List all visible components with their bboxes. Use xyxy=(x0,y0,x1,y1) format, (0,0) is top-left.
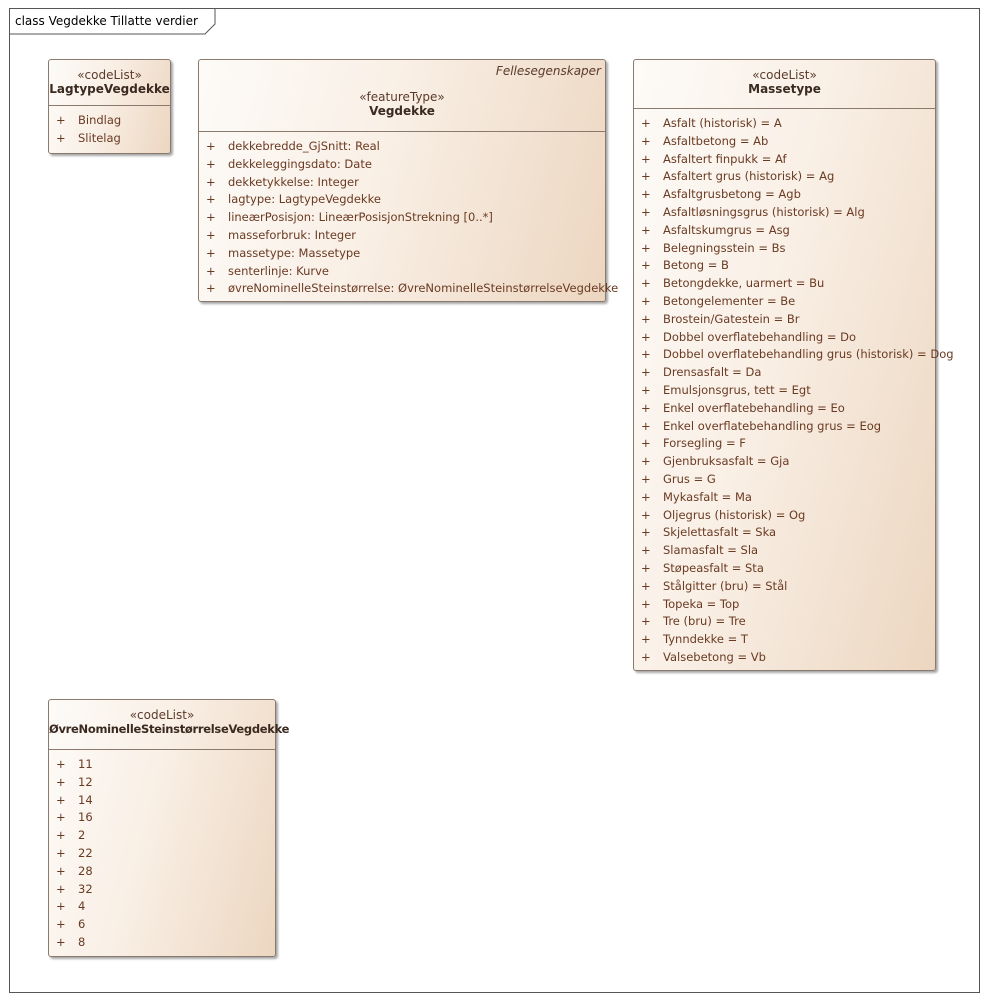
attribute-row[interactable] xyxy=(49,809,275,827)
attribute-list xyxy=(199,132,619,298)
attribute-text: 28 xyxy=(78,863,93,878)
attribute-text: Asfaltskumgrus = Asg xyxy=(663,222,790,237)
visibility-public-icon: + xyxy=(641,240,651,255)
attribute-text: 8 xyxy=(78,934,86,949)
visibility-public-icon: + xyxy=(641,187,651,202)
attribute-text: Belegningsstein = Bs xyxy=(663,240,786,255)
visibility-public-icon: + xyxy=(56,899,66,914)
visibility-public-icon: + xyxy=(641,204,651,219)
visibility-public-icon: + xyxy=(206,245,216,260)
visibility-public-icon: + xyxy=(641,436,651,451)
attribute-text: Forsegling = F xyxy=(663,436,746,451)
attribute-row[interactable] xyxy=(199,280,619,298)
attribute-row[interactable] xyxy=(634,204,935,222)
frame-title: class Vegdekke Tillatte verdier xyxy=(15,14,198,28)
attribute-text: 6 xyxy=(78,917,86,932)
stereotype-label: «codeList» xyxy=(77,68,142,82)
attribute-text: 12 xyxy=(78,774,93,789)
attribute-text: 2 xyxy=(78,828,86,843)
attribute-row[interactable] xyxy=(49,934,275,952)
attribute-row[interactable] xyxy=(634,418,935,436)
attribute-row[interactable] xyxy=(199,174,605,192)
visibility-public-icon: + xyxy=(641,578,651,593)
attribute-text: dekkeleggingsdato: Date xyxy=(228,156,372,171)
visibility-public-icon: + xyxy=(56,917,66,932)
attribute-row[interactable] xyxy=(49,898,275,916)
visibility-public-icon: + xyxy=(206,210,216,225)
class-header xyxy=(49,60,170,106)
attribute-row[interactable] xyxy=(634,578,935,596)
attribute-row[interactable] xyxy=(634,293,935,311)
stereotype-label: «codeList» xyxy=(752,68,817,82)
attribute-text: Valsebetong = Vb xyxy=(663,649,766,664)
visibility-public-icon: + xyxy=(641,400,651,415)
attribute-row[interactable] xyxy=(199,191,605,209)
visibility-public-icon: + xyxy=(641,293,651,308)
attribute-row[interactable] xyxy=(634,275,935,293)
attribute-row[interactable] xyxy=(634,489,935,507)
stereotype-label: «featureType» xyxy=(359,90,445,104)
attribute-text: Betong = B xyxy=(663,258,729,273)
visibility-public-icon: + xyxy=(641,507,651,522)
visibility-public-icon: + xyxy=(206,263,216,278)
attribute-text: Asfaltbetong = Ab xyxy=(663,133,769,148)
class-header xyxy=(634,60,935,109)
class-header xyxy=(49,700,290,750)
attribute-row[interactable] xyxy=(634,240,935,258)
visibility-public-icon: + xyxy=(641,543,651,558)
attribute-text: Topeka = Top xyxy=(663,596,740,611)
attribute-text: Slamasfalt = Sla xyxy=(663,543,759,558)
visibility-public-icon: + xyxy=(56,757,66,771)
attribute-text: Brostein/Gatestein = Br xyxy=(663,311,800,326)
visibility-public-icon: + xyxy=(56,828,66,843)
attribute-text: Enkel overflatebehandling grus = Eog xyxy=(663,418,882,433)
attribute-text: Asfaltløsningsgrus (historisk) = Alg xyxy=(663,204,865,219)
attribute-text: 14 xyxy=(78,792,93,807)
attribute-text: Dobbel overflatebehandling = Do xyxy=(663,329,857,344)
attribute-row[interactable] xyxy=(199,227,605,245)
attribute-row[interactable] xyxy=(634,400,935,418)
visibility-public-icon: + xyxy=(56,934,66,949)
attribute-row[interactable] xyxy=(49,827,275,845)
attribute-row[interactable] xyxy=(49,792,275,810)
visibility-public-icon: + xyxy=(206,227,216,242)
visibility-public-icon: + xyxy=(641,454,651,469)
visibility-public-icon: + xyxy=(641,169,651,184)
attribute-text: Asfalt (historisk) = A xyxy=(663,116,782,130)
class-massetype[interactable] xyxy=(633,59,954,671)
attribute-row[interactable] xyxy=(199,245,605,263)
attribute-text: Asfaltert finpukk = Af xyxy=(663,151,787,166)
attribute-list xyxy=(634,109,954,667)
attribute-row[interactable] xyxy=(634,453,935,471)
attribute-row[interactable] xyxy=(49,130,170,148)
attribute-row[interactable] xyxy=(634,507,935,525)
attribute-row[interactable] xyxy=(634,471,935,489)
tagged-value: Fellesegenskaper xyxy=(495,64,601,78)
attribute-text: Støpeasfalt = Sta xyxy=(663,560,764,575)
attribute-text: Bindlag xyxy=(78,113,122,127)
visibility-public-icon: + xyxy=(641,365,651,380)
attribute-row[interactable] xyxy=(634,115,935,133)
class-name: Vegdekke xyxy=(369,104,435,118)
attribute-row[interactable] xyxy=(634,435,935,453)
stereotype-label: «codeList» xyxy=(129,708,195,722)
attribute-text: 16 xyxy=(78,810,93,825)
attribute-text: Mykasfalt = Ma xyxy=(663,489,752,504)
visibility-public-icon: + xyxy=(641,596,651,611)
attribute-row[interactable] xyxy=(634,524,935,542)
attribute-text: Betongelementer = Be xyxy=(663,293,796,308)
visibility-public-icon: + xyxy=(56,774,66,789)
visibility-public-icon: + xyxy=(206,281,216,296)
visibility-public-icon: + xyxy=(206,192,216,207)
attribute-text: Asfaltgrusbetong = Agb xyxy=(663,187,801,202)
attribute-text: 4 xyxy=(78,899,86,914)
class-ovre-nominelle-steinstorrelse[interactable] xyxy=(48,699,290,957)
attribute-text: Gjenbruksasfalt = Gja xyxy=(663,454,790,469)
attribute-row[interactable] xyxy=(49,863,275,881)
attribute-row[interactable] xyxy=(634,133,935,151)
visibility-public-icon: + xyxy=(641,133,651,148)
attribute-row[interactable] xyxy=(634,382,935,400)
visibility-public-icon: + xyxy=(641,649,651,664)
visibility-public-icon: + xyxy=(641,418,651,433)
visibility-public-icon: + xyxy=(641,560,651,575)
visibility-public-icon: + xyxy=(641,471,651,486)
attribute-row[interactable] xyxy=(49,881,275,899)
attribute-row[interactable] xyxy=(49,916,275,934)
class-name: LagtypeVegdekke xyxy=(49,82,170,96)
attribute-text: Asfaltert grus (historisk) = Ag xyxy=(663,169,835,184)
attribute-list xyxy=(49,750,275,952)
attribute-row[interactable] xyxy=(634,151,935,169)
attribute-list xyxy=(49,106,170,148)
attribute-text: massetype: Massetype xyxy=(228,245,361,260)
visibility-public-icon: + xyxy=(641,311,651,326)
attribute-text: dekketykkelse: Integer xyxy=(228,174,359,189)
attribute-row[interactable] xyxy=(634,560,935,578)
attribute-row[interactable] xyxy=(634,346,954,364)
visibility-public-icon: + xyxy=(641,276,651,291)
attribute-text: lineærPosisjon: LineærPosisjonStrekning [0..*] xyxy=(228,210,493,225)
attribute-row[interactable] xyxy=(634,329,935,347)
attribute-text: senterlinje: Kurve xyxy=(228,263,330,278)
visibility-public-icon: + xyxy=(641,489,651,504)
attribute-row[interactable] xyxy=(634,596,935,614)
attribute-text: Enkel overflatebehandling = Eo xyxy=(663,400,845,415)
attribute-row[interactable] xyxy=(634,222,935,240)
attribute-row[interactable] xyxy=(199,138,605,156)
visibility-public-icon: + xyxy=(641,258,651,273)
attribute-text: Drensasfalt = Da xyxy=(663,365,762,380)
visibility-public-icon: + xyxy=(56,810,66,825)
visibility-public-icon: + xyxy=(56,130,66,145)
visibility-public-icon: + xyxy=(206,174,216,189)
visibility-public-icon: + xyxy=(641,614,651,629)
attribute-row[interactable] xyxy=(199,209,605,227)
attribute-row[interactable] xyxy=(49,845,275,863)
attribute-text: Betongdekke, uarmert = Bu xyxy=(663,276,825,291)
attribute-row[interactable] xyxy=(634,631,935,649)
attribute-text: Emulsjonsgrus, tett = Egt xyxy=(663,382,811,397)
visibility-public-icon: + xyxy=(641,329,651,344)
attribute-text: Skjelettasfalt = Ska xyxy=(663,525,777,540)
attribute-text: Dobbel overflatebehandling grus (historisk) = Dog xyxy=(663,347,954,362)
attribute-text: 11 xyxy=(78,757,93,771)
attribute-row[interactable] xyxy=(634,542,935,560)
visibility-public-icon: + xyxy=(641,525,651,540)
attribute-text: masseforbruk: Integer xyxy=(228,227,356,242)
attribute-text: 32 xyxy=(78,881,93,896)
attribute-text: 22 xyxy=(78,845,93,860)
visibility-public-icon: + xyxy=(641,116,651,130)
attribute-text: dekkebredde_GjSnitt: Real xyxy=(228,139,380,153)
attribute-row[interactable] xyxy=(634,364,935,382)
attribute-row[interactable] xyxy=(634,257,935,275)
visibility-public-icon: + xyxy=(641,222,651,237)
attribute-row[interactable] xyxy=(634,186,935,204)
attribute-text: Oljegrus (historisk) = Og xyxy=(663,507,806,522)
class-lagtype-vegdekke[interactable] xyxy=(48,59,171,154)
class-name: Massetype xyxy=(748,82,821,96)
visibility-public-icon: + xyxy=(206,156,216,171)
visibility-public-icon: + xyxy=(56,113,66,127)
attribute-row[interactable] xyxy=(634,168,935,186)
attribute-text: øvreNominelleSteinstørrelse: ØvreNominelleSteinstørrelseVegdekke xyxy=(228,281,619,296)
attribute-row[interactable] xyxy=(634,311,935,329)
attribute-text: Grus = G xyxy=(663,471,716,486)
class-vegdekke[interactable] xyxy=(198,59,619,302)
attribute-row[interactable] xyxy=(49,774,275,792)
visibility-public-icon: + xyxy=(206,139,216,153)
attribute-row[interactable] xyxy=(199,156,605,174)
visibility-public-icon: + xyxy=(56,792,66,807)
class-name: ØvreNominelleSteinstørrelseVegdekke xyxy=(49,722,290,736)
attribute-text: Slitelag xyxy=(78,130,121,145)
class-header xyxy=(199,60,605,132)
visibility-public-icon: + xyxy=(641,632,651,647)
attribute-text: Tre (bru) = Tre xyxy=(663,614,746,629)
attribute-row[interactable] xyxy=(634,649,935,667)
visibility-public-icon: + xyxy=(641,151,651,166)
attribute-row[interactable] xyxy=(634,613,935,631)
visibility-public-icon: + xyxy=(641,347,651,362)
attribute-row[interactable] xyxy=(199,263,605,281)
visibility-public-icon: + xyxy=(641,382,651,397)
attribute-row[interactable] xyxy=(49,756,275,774)
visibility-public-icon: + xyxy=(56,863,66,878)
attribute-text: Stålgitter (bru) = Stål xyxy=(663,578,788,593)
attribute-text: lagtype: LagtypeVegdekke xyxy=(228,192,381,207)
visibility-public-icon: + xyxy=(56,845,66,860)
visibility-public-icon: + xyxy=(56,881,66,896)
attribute-row[interactable] xyxy=(49,112,170,130)
attribute-text: Tynndekke = T xyxy=(663,632,748,647)
